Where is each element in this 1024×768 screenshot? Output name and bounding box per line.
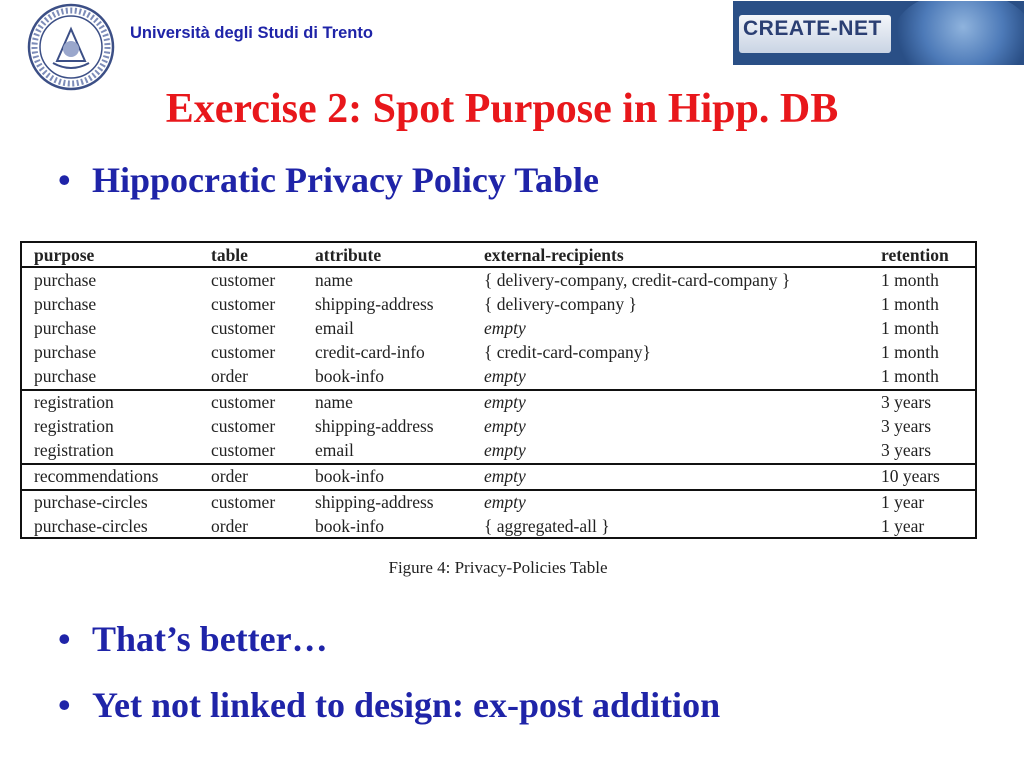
cell-purpose: registration <box>34 416 114 436</box>
cell-table: customer <box>211 294 276 314</box>
cell-retention: 1 month <box>881 270 939 290</box>
cell-table: order <box>211 516 248 536</box>
bullet-glyph: • <box>58 619 71 659</box>
slide-title: Exercise 2: Spot Purpose in Hipp. DB <box>165 86 839 132</box>
cell-attribute: book-info <box>315 366 385 386</box>
cell-external-recipients: { credit-card-company} <box>484 342 651 362</box>
cell-retention: 10 years <box>881 466 940 486</box>
bullet-item <box>58 617 328 661</box>
cell-retention: 1 month <box>881 366 939 386</box>
cell-retention: 3 years <box>881 416 932 436</box>
cell-table: customer <box>211 492 276 512</box>
table-row <box>22 390 975 414</box>
cell-purpose: purchase-circles <box>34 492 148 512</box>
cell-attribute: email <box>315 440 354 460</box>
create-net-logo <box>733 1 1024 65</box>
table-row <box>22 364 975 388</box>
logo-text: CREATE-NET <box>743 17 882 40</box>
cell-retention: 3 years <box>881 440 932 460</box>
cell-purpose: purchase <box>34 342 97 362</box>
cell-retention: 1 month <box>881 342 939 362</box>
cell-external-recipients: { aggregated-all } <box>484 516 610 536</box>
table-header-row <box>22 243 975 268</box>
table-row <box>22 268 975 292</box>
table-row <box>22 490 975 514</box>
bullet-item <box>58 683 720 727</box>
cell-external-recipients: { delivery-company } <box>484 294 637 314</box>
cell-attribute: shipping-address <box>315 492 434 512</box>
globe-icon <box>893 1 1024 65</box>
cell-table: customer <box>211 440 276 460</box>
cell-retention: 1 year <box>881 492 925 512</box>
cell-external-recipients: { delivery-company, credit-card-company } <box>484 270 791 290</box>
cell-external-recipients: empty <box>484 492 526 512</box>
column-header: attribute <box>315 245 382 265</box>
column-header: external-recipients <box>484 245 624 265</box>
university-name: Università degli Studi di Trento <box>130 24 373 42</box>
cell-table: order <box>211 366 248 386</box>
cell-retention: 1 month <box>881 318 939 338</box>
cell-table: customer <box>211 342 276 362</box>
figure-caption: Figure 4: Privacy-Policies Table <box>388 558 608 577</box>
table-row <box>22 292 975 316</box>
cell-retention: 1 month <box>881 294 939 314</box>
cell-purpose: purchase <box>34 318 97 338</box>
table-row <box>22 414 975 438</box>
cell-attribute: name <box>315 270 353 290</box>
cell-external-recipients: empty <box>484 366 526 386</box>
cell-attribute: book-info <box>315 516 385 536</box>
table-row <box>22 514 975 538</box>
bullet-text: Hippocratic Privacy Policy Table <box>92 160 599 200</box>
cell-table: customer <box>211 270 276 290</box>
cell-external-recipients: empty <box>484 416 526 436</box>
table-row <box>22 438 975 462</box>
cell-purpose: purchase <box>34 270 97 290</box>
cell-purpose: registration <box>34 392 114 412</box>
cell-attribute: shipping-address <box>315 416 434 436</box>
university-seal-logo <box>27 3 115 91</box>
cell-retention: 1 year <box>881 516 925 536</box>
cell-purpose: purchase-circles <box>34 516 148 536</box>
cell-attribute: book-info <box>315 466 385 486</box>
cell-purpose: purchase <box>34 294 97 314</box>
cell-external-recipients: empty <box>484 466 526 486</box>
cell-purpose: recommendations <box>34 466 159 486</box>
cell-attribute: credit-card-info <box>315 342 425 362</box>
bullet-glyph: • <box>58 685 71 725</box>
bullet-text: That’s better… <box>92 619 328 659</box>
cell-external-recipients: empty <box>484 440 526 460</box>
cell-external-recipients: empty <box>484 392 526 412</box>
bullet-item <box>58 158 599 202</box>
bullet-glyph: • <box>58 160 71 200</box>
cell-table: order <box>211 466 248 486</box>
column-header: table <box>211 245 248 265</box>
cell-attribute: name <box>315 392 353 412</box>
table-row <box>22 316 975 340</box>
bullet-text: Yet not linked to design: ex-post addition <box>92 685 721 725</box>
column-header: purpose <box>34 245 95 265</box>
column-header: retention <box>881 245 949 265</box>
cell-attribute: shipping-address <box>315 294 434 314</box>
cell-retention: 3 years <box>881 392 932 412</box>
cell-table: customer <box>211 392 276 412</box>
table-row <box>22 464 975 488</box>
privacy-policy-table <box>20 241 977 539</box>
cell-purpose: purchase <box>34 366 97 386</box>
table-row <box>22 340 975 364</box>
cell-purpose: registration <box>34 440 114 460</box>
cell-external-recipients: empty <box>484 318 526 338</box>
cell-table: customer <box>211 416 276 436</box>
cell-table: customer <box>211 318 276 338</box>
cell-attribute: email <box>315 318 354 338</box>
